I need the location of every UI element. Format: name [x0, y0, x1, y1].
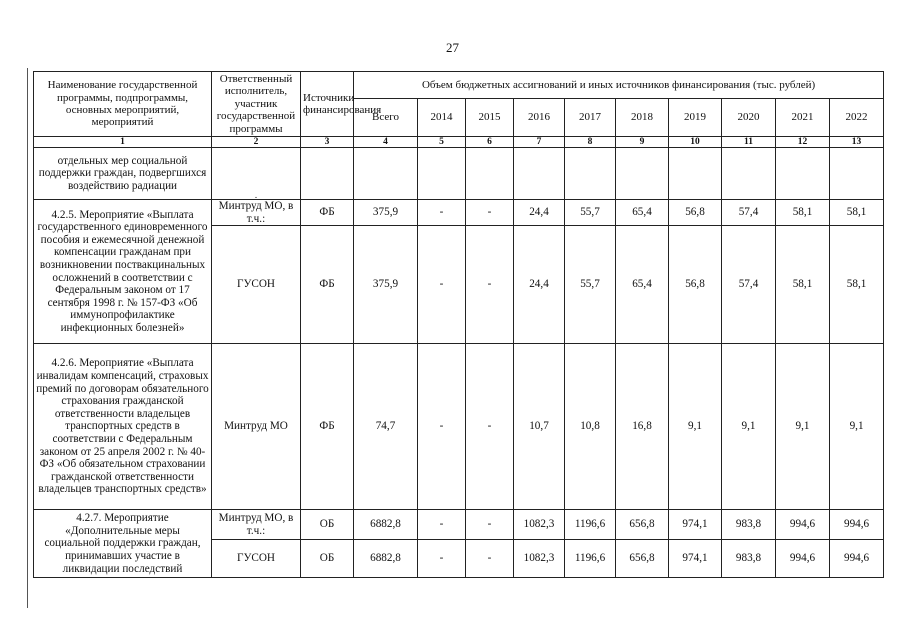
col-header-funding-group: Объем бюджетных ассигнований и иных источников финансирования (тыс. рублей): [354, 72, 884, 99]
row-value: 10,8: [565, 344, 616, 510]
row-value: -: [466, 344, 514, 510]
table-row: [34, 510, 884, 540]
row-total: [354, 148, 418, 200]
column-number: 1: [34, 137, 212, 148]
row-value: 16,8: [616, 344, 669, 510]
row-total: 6882,8: [354, 540, 418, 578]
col-header-year: 2021: [776, 99, 830, 137]
row-executor: Минтруд МО: [212, 344, 301, 510]
table-row: [34, 344, 884, 510]
row-source: ОБ: [301, 540, 354, 578]
column-number-row: [34, 137, 884, 148]
row-value: 57,4: [722, 226, 776, 344]
row-value: 58,1: [830, 226, 884, 344]
col-header-year: 2014: [418, 99, 466, 137]
row-value: 983,8: [722, 510, 776, 540]
col-header-year: 2017: [565, 99, 616, 137]
row-value: -: [418, 510, 466, 540]
row-value: -: [466, 226, 514, 344]
column-number: 5: [418, 137, 466, 148]
row-value: -: [418, 226, 466, 344]
column-number: 10: [669, 137, 722, 148]
row-source: ФБ: [301, 226, 354, 344]
row-value: 656,8: [616, 510, 669, 540]
row-value: [466, 148, 514, 200]
row-total: 375,9: [354, 226, 418, 344]
column-number: 4: [354, 137, 418, 148]
row-value: 65,4: [616, 200, 669, 226]
table-row: [34, 148, 884, 200]
column-number: 9: [616, 137, 669, 148]
row-source: ФБ: [301, 200, 354, 226]
row-name: 4.2.5. Мероприятие «Выплата государственного единовременного пособия и ежемесячной денежной компенсации гражданам при возникновении поствакцинальных осложнений в соответствии с Федеральным законом от 17 сентября 1998 г. № 157-ФЗ «Об иммунопрофилактике инфекционных болезней»: [34, 200, 212, 344]
row-value: [514, 148, 565, 200]
row-value: 24,4: [514, 226, 565, 344]
header-row-1: [34, 72, 884, 99]
row-value: [722, 148, 776, 200]
row-total: 6882,8: [354, 510, 418, 540]
row-source: [301, 148, 354, 200]
col-header-executor: Ответственный исполнитель, участник государственной программы: [212, 72, 301, 137]
row-executor: Минтруд МО, в т.ч.:: [212, 510, 301, 540]
row-executor: Минтруд МО, в т.ч.:: [212, 200, 301, 226]
column-number: 13: [830, 137, 884, 148]
row-executor: ГУСОН: [212, 540, 301, 578]
row-value: 55,7: [565, 200, 616, 226]
row-value: 1196,6: [565, 510, 616, 540]
row-executor: [212, 148, 301, 200]
col-header-year: 2020: [722, 99, 776, 137]
row-source: ФБ: [301, 344, 354, 510]
row-value: 1082,3: [514, 540, 565, 578]
row-value: 9,1: [669, 344, 722, 510]
column-number: 12: [776, 137, 830, 148]
funding-table: [33, 71, 884, 578]
binding-margin-line: [27, 68, 28, 608]
col-header-year: 2015: [466, 99, 514, 137]
col-header-total: Всего: [354, 99, 418, 137]
row-value: -: [466, 540, 514, 578]
row-value: 9,1: [776, 344, 830, 510]
row-value: [418, 148, 466, 200]
col-header-year: 2022: [830, 99, 884, 137]
row-value: 58,1: [830, 200, 884, 226]
row-value: 24,4: [514, 200, 565, 226]
row-value: 983,8: [722, 540, 776, 578]
column-number: 2: [212, 137, 301, 148]
row-value: 974,1: [669, 540, 722, 578]
row-value: [616, 148, 669, 200]
row-value: 1082,3: [514, 510, 565, 540]
row-value: -: [466, 200, 514, 226]
row-value: 65,4: [616, 226, 669, 344]
column-number: 3: [301, 137, 354, 148]
row-value: [776, 148, 830, 200]
row-total: 74,7: [354, 344, 418, 510]
col-header-source: Источники финансирования: [301, 72, 354, 137]
row-value: 55,7: [565, 226, 616, 344]
table-row: [34, 200, 884, 226]
row-value: 994,6: [776, 540, 830, 578]
col-header-year: 2016: [514, 99, 565, 137]
row-total: 375,9: [354, 200, 418, 226]
row-value: 9,1: [722, 344, 776, 510]
row-value: 994,6: [830, 510, 884, 540]
row-value: [830, 148, 884, 200]
column-number: 11: [722, 137, 776, 148]
page-number: 27: [446, 40, 459, 55]
col-header-year: 2019: [669, 99, 722, 137]
row-value: 56,8: [669, 226, 722, 344]
row-value: 994,6: [776, 510, 830, 540]
column-number: 7: [514, 137, 565, 148]
row-value: 57,4: [722, 200, 776, 226]
row-value: -: [418, 200, 466, 226]
row-value: 656,8: [616, 540, 669, 578]
row-value: 994,6: [830, 540, 884, 578]
row-name: 4.2.6. Мероприятие «Выплата инвалидам компенсаций, страховых премий по договорам обязательного страхования гражданской ответственности владельцев транспортных средств в соответствии с Федеральным законом от 25 апреля 2002 г. № 40-ФЗ «Об обязательном страховании гражданской ответственности владельцев транспортных средств»: [34, 344, 212, 510]
row-value: -: [418, 540, 466, 578]
row-source: ОБ: [301, 510, 354, 540]
row-value: 58,1: [776, 226, 830, 344]
column-number: 6: [466, 137, 514, 148]
stray-mark: .: [254, 190, 258, 200]
row-value: 10,7: [514, 344, 565, 510]
row-executor: ГУСОН: [212, 226, 301, 344]
col-header-name: Наименование государственной программы, подпрограммы, основных мероприятий, мероприятий: [34, 72, 212, 137]
row-name: отдельных мер социальной поддержки граждан, подвергшихся воздействию радиации: [34, 148, 212, 200]
row-value: 58,1: [776, 200, 830, 226]
col-header-year: 2018: [616, 99, 669, 137]
row-value: [565, 148, 616, 200]
row-name: 4.2.7. Мероприятие «Дополнительные меры социальной поддержки граждан, принимавших участие в ликвидации последствий: [34, 510, 212, 578]
row-value: 9,1: [830, 344, 884, 510]
row-value: -: [466, 510, 514, 540]
column-number: 8: [565, 137, 616, 148]
row-value: 974,1: [669, 510, 722, 540]
row-value: 1196,6: [565, 540, 616, 578]
row-value: [669, 148, 722, 200]
row-value: -: [418, 344, 466, 510]
row-value: 56,8: [669, 200, 722, 226]
